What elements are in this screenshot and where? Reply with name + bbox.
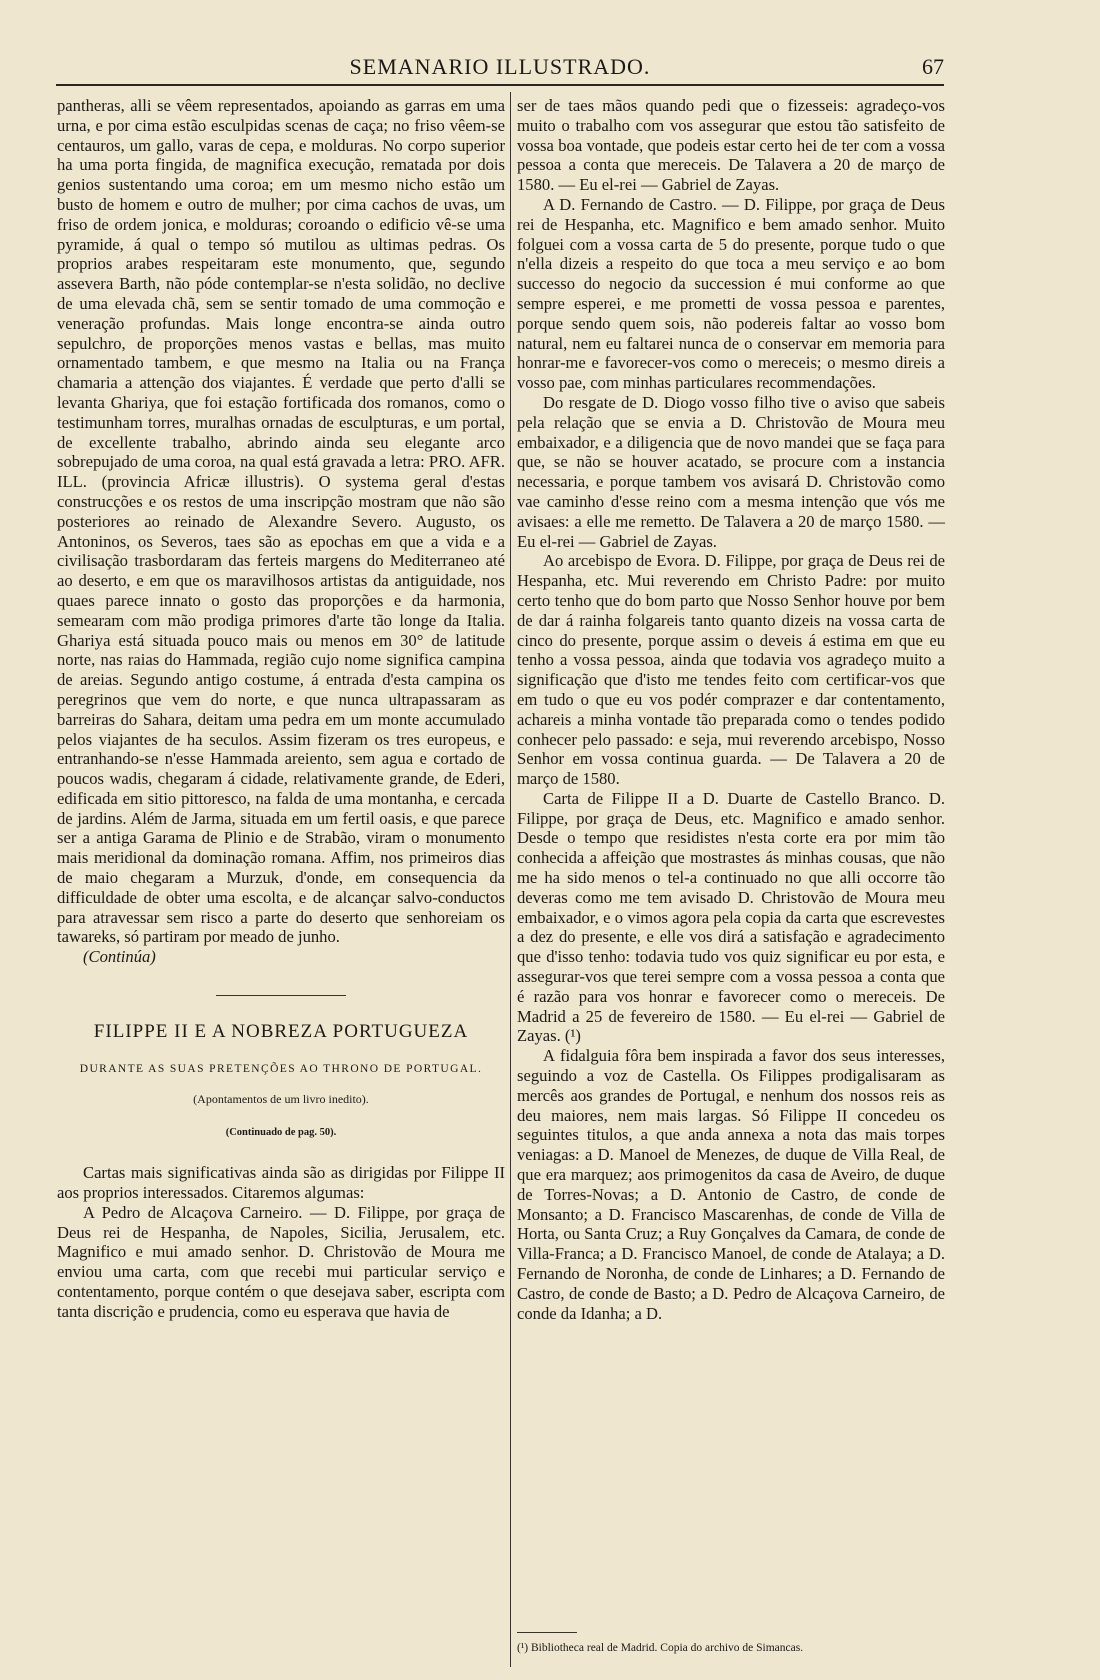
article-note: (Apontamentos de um livro inedito).	[193, 1091, 369, 1106]
footnote-rule	[517, 1632, 577, 1633]
article-title: FILIPPE II E A NOBREZA PORTUGUEZA	[93, 1021, 469, 1043]
body-paragraph: A fidalguia fôra bem inspirada a favor dos seus interesses, seguindo a voz de Castella. Os Filippes prodigalisaram as mercês aos grandes de Portugal, e nenhum dos nossos reis as deu maiores, nem mais largas. Só Filippe II concedeu os seguintes titulos, a que anda annexa a nota das mais torpes veniagas: a D. Manoel de Menezes, de duque de Villa Real, de que era marquez; aos primogenitos da casa de Aveiro, de duque de Torres-Novas; a D. Antonio de Castro, de conde de Monsanto; a D. Francisco Mascarenhas, de conde de Villa de Horta, ou Santa Cruz; a Ruy Gonçalves da Camara, de conde de Villa-Franca; a D. Francisco Manoel, de conde de Atalaya; a D. Fernando de Noronha, de conde de Linhares; a D. Fernando de Castro, de conde de Basto; a D. Pedro de Alcaçova Carneiro, de conde da Idanha; a D.	[517, 1046, 945, 1323]
body-paragraph: Do resgate de D. Diogo vosso filho tive o aviso que sabeis pela relação que se envia a D. Christovão de Moura meu embaixador, e a diligencia que de novo mandei que se faça para que, se não se houver acatado, se procure com a instancia necessaria, e porque tambem vos avisará D. Christovão como vae caminho d'esse reino com a mesma intenção que vós me avisaes: a elle me remetto. De Talavera a 20 de março 1580. — Eu el-rei — Gabriel de Zayas.	[517, 392, 945, 551]
body-paragraph: Ao arcebispo de Evora. D. Filippe, por graça de Deus rei de Hespanha, etc. Mui reverendo em Christo Padre: por muito certo tenho que do bom parto que Nosso Senhor houve por bem de dar á rainha folgareis tanto quanto dizeis na vossa carta de cinco do presente, porque assim o deveis á estima em que eu tenho a vossa pessoa, ainda que todavia vos agradeço muito a significação que d'isto me tendes feito com certificar-vos que em tudo o que eu vos podér comprazer e dar contentamento, achareis a minha vontade tão preparada como o tendes podido conhecer pelo passado: e seja, mui reverendo arcebispo, Nosso Senhor em vossa continua guarda. — De Talavera a 20 de março de 1580.	[517, 551, 945, 789]
body-paragraph: Carta de Filippe II a D. Duarte de Castello Branco. D. Filippe, por graça de Deus, etc. Magnifico e amado senhor. Desde o tempo que residistes n'esta corte era por mim tão conhecida a affeição que mostrastes ás minhas cousas, que não me ha sido menos o tel-a continuado no que alli occorre tão deveras como me tem avisado D. Christovão de Moura meu embaixador, e o vimos agora pela copia da carta que escrevestes a dez do presente, e elle vos dirá a satisfação e agradecimento que d'isso tenho: todavia tudo vos quiz significar eu por esta, e assegurar-vos que terei sempre com a vossa pessoa a conta que é razão para vos honrar e favorecer como o mereceis. De Madrid a 25 de fevereiro de 1580. — Eu el-rei — Gabriel de Zayas. (¹)	[517, 788, 945, 1046]
article-paragraph: Cartas mais significativas ainda são as dirigidas por Filippe II aos proprios interessados. Citaremos algumas:	[57, 1163, 505, 1203]
article-separator	[216, 995, 346, 996]
page-header	[56, 52, 944, 82]
article-continued: (Continuado de pag. 50).	[225, 1127, 337, 1139]
article-subtitle: DURANTE AS SUAS PRETENÇÕES AO THRONO DE PORTUGAL.	[79, 1062, 483, 1075]
article-paragraph: A Pedro de Alcaçova Carneiro. — D. Filippe, por graça de Deus rei de Hespanha, de Napoles, Sicilia, Jerusalem, etc. Magnifico e mui amado senhor. D. Christovão de Moura me enviou uma carta, com que recebi mui particular serviço e contentamento, porque contém o que desejava saber, escripta com tanta discrição e prudencia, como eu esperava que havia de	[57, 1202, 505, 1321]
left-column	[57, 96, 505, 1322]
column-divider	[510, 92, 511, 1667]
page-number: 67	[922, 54, 944, 79]
publication-title: SEMANARIO ILLUSTRADO.	[349, 54, 651, 79]
body-paragraph: pantheras, alli se vêem representados, apoiando as garras em uma urna, e por cima estão esculpidas scenas de caça; no friso vêem-se centauros, um gallo, varas de cepa, e molduras. No corpo superior ha uma porta fingida, de magnifica execução, rematada por dois genios sustentando uma coroa; em um mesmo nicho estão um busto de homem e outro de mulher; por cima cachos de uvas, um friso de ordem jonica, e molduras; coroando o edificio vê-se uma pyramide, á qual o tempo só mutilou as ultimas pedras. Os proprios arabes respeitaram este monumento, que, segundo assevera Barth, não póde contemplar-se n'esta solidão, no declive de uma elevada chã, sem se sentir tomado de uma commoção e veneração profundas. Mais longe encontra-se ainda outro sepulchro, de proporções menos vastas e bellas, mas muito ornamentado tambem, e que mesmo na Italia ou na França chamaria a attenção dos viajantes. É verdade que perto d'alli se levanta Ghariya, que foi estação fortificada dos romanos, como o testimunham torres, muralhas ornadas de esculpturas, e um portal, de excellente trabalho, abrindo ainda seu elegante arco sobrepujado de uma coroa, na qual está gravada a letra: PRO. AFR. ILL. (provincia Africæ illustris). O systema geral d'estas construcções e os restos de uma inscripção mostram que não são posteriores ao reinado de Alexandre Severo. Augusto, os Antoninos, os Severos, taes são as epochas em que a vida e a civilisação trasbordaram das ferteis margens do Mediterraneo até ao deserto, e em que os maravilhosos artistas da antiguidade, nos quaes parece innato o gosto das proporções e da harmonia, semearam com mão prodiga primores d'arte tão longe da Italia. Ghariya está situada pouco mais ou menos em 30° de latitude norte, nas raias do Hammada, região cujo nome significa campina de areias. Segundo antigo costume, á entrada d'esta campina os peregrinos que vem do norte, e que nunca ultrapassaram as barreiras do Sahara, deitam uma pedra em um monte accumulado pelos viajantes de ha seculos. Assim fizeram os tres europeus, e entranhando-se n'esse Hammada areiento, sem agua e cortado de poucos wadis, chegaram á cidade, relativamente grande, de Ederi, edificada em sitio pittoresco, na falda de uma montanha, e cercada de jardins. Além de Jarma, situada em um fertil oasis, e que parece ser a antiga Garama de Plinio e de Strabão, viram o monumento mais meridional da dominação romana. Affim, nos primeiros dias de maio chegaram a Murzuk, d'onde, em consequencia da difficuldade de obter uma escolta, e de alcançar salvo-conductos para atravessar sem risco a parte do deserto que senhoreiam os tawareks, só partiram por meado de junho.	[57, 96, 505, 947]
body-paragraph: ser de taes mãos quando pedi que o fizesseis: agradeço-vos muito o trabalho com vos assegurar que estou tão satisfeito de vossa boa vontade, que podeis estar certo hei de ter com a vossa pessoa a conta que mereceis. De Talavera a 20 de março de 1580. — Eu el-rei — Gabriel de Zayas.	[517, 96, 945, 195]
footnote: (¹) Bibliotheca real de Madrid. Copia do archivo de Simancas.	[517, 1642, 804, 1654]
continua-note: (Continúa)	[83, 947, 156, 967]
body-paragraph: A D. Fernando de Castro. — D. Filippe, por graça de Deus rei de Hespanha, etc. Magnifico e bem amado senhor. Muito folguei com a vossa carta de 5 do presente, porque tudo o que n'ella dizeis a respeito do que toca a meu serviço e ao bom successo do negocio da succession é mui conforme ao que sempre esperei, e me prometti de vossa pessoa e parentes, porque sendo quem sois, não podereis faltar ao vosso bom natural, nem eu faltarei nunca de o conservar em memoria para honrar-me e favorecer-vos como o mereceis; o mesmo direis a vosso pae, com minhas particulares recommendações.	[517, 194, 945, 393]
right-column	[517, 96, 945, 1323]
header-rule	[56, 84, 944, 86]
